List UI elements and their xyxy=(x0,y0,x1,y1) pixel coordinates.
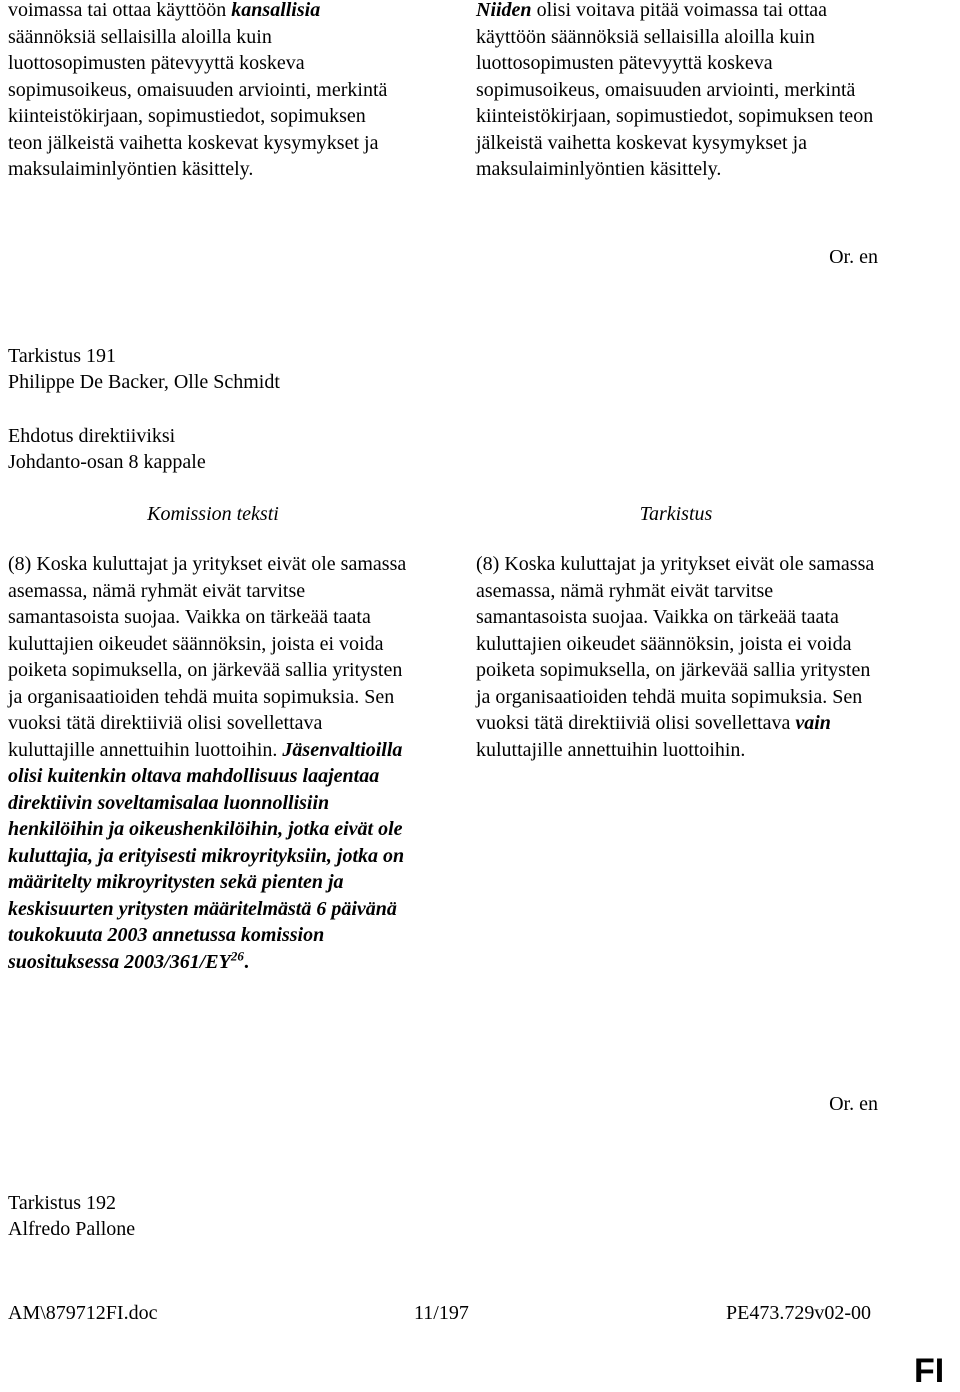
top-right-emphasis: Niiden xyxy=(476,0,532,21)
amendment-authors: Philippe De Backer, Olle Schmidt xyxy=(8,371,280,393)
original-language-label: Or. en xyxy=(829,246,878,268)
commission-text-deleted: Jäsenvaltioilla olisi kuitenkin oltava mahdollisuus laajentaa direktiivin soveltamisalaa luonnollisiin henkilöihin ja oikeushenkilöihin, jotka eivät ole kuluttajia, ja erityisesti mikroyrityksiin, jotka on määritelty mikroyritysten sekä pienten ja keskisuurten yritysten määritelmästä 6 päivänä toukokuuta 2003 annetussa komission suosituksessa 2003/361/EY xyxy=(8,738,405,973)
top-left-emphasis: kansallisia xyxy=(231,0,321,21)
proposal-part: Johdanto-osan 8 kappale xyxy=(8,451,206,473)
proposal-title: Ehdotus direktiiviksi xyxy=(8,425,176,447)
amendment-authors: Alfredo Pallone xyxy=(8,1218,136,1240)
commission-text-heading: Komission teksti xyxy=(147,503,279,525)
amendment-heading: Tarkistus xyxy=(639,503,713,525)
footer-reference: PE473.729v02-00 xyxy=(726,1302,871,1324)
commission-text-end: . xyxy=(243,950,249,973)
commission-text-plain: (8) Koska kuluttajat ja yritykset eivät ole samassa asemassa, nämä ryhmät eivät tarvitse samantasoista suojaa. Vaikka on tärkeää taata kuluttajien oikeudet säännöksin, joista ei voida poiketa sopimuksella, on järkevää sallia yritysten ja organisaatioiden tehdä muita sopimuksia. Sen vuoksi tätä direktiiviä olisi sovellettava kuluttajille annettuihin luottoihin. xyxy=(8,553,407,761)
amendment-text-a: (8) Koska kuluttajat ja yritykset eivät ole samassa asemassa, nämä ryhmät eivät tarvitse samantasoista suojaa. Vaikka on tärkeää taata kuluttajien oikeudet säännöksin, joista ei voida poiketa sopimuksella, on järkevää sallia yritysten ja organisaatioiden tehdä muita sopimuksia. Sen vuoksi tätä direktiiviä olisi sovellettava xyxy=(476,553,875,734)
amendment-text-body xyxy=(476,551,876,763)
footer-page-number: 11/197 xyxy=(414,1302,469,1324)
amendment-number: Tarkistus 192 xyxy=(8,1192,117,1214)
amendment-number: Tarkistus 191 xyxy=(8,345,117,367)
footer-document-id: AM\879712FI.doc xyxy=(8,1302,158,1324)
commission-text-body xyxy=(8,551,413,975)
top-right-text: olisi voitava pitää voimassa tai ottaa käyttöön säännöksiä sellaisilla aloilla kuin luottosopimusten pätevyyttä koskeva sopimusoikeus, omaisuuden arviointi, merkintä kiinteistökirjaan, sopimustiedot, sopimuksen teon jälkeistä vaihetta koskevat kysymykset ja maksulaiminlyöntien käsittely. xyxy=(476,0,874,180)
footnote-marker: 26 xyxy=(230,947,244,963)
amendment-text-added: vain xyxy=(795,712,831,734)
top-left-paragraph xyxy=(8,0,388,183)
original-language-label: Or. en xyxy=(829,1093,878,1115)
top-left-text-2: säännöksiä sellaisilla aloilla kuin luottosopimusten pätevyyttä koskeva sopimusoikeus, omaisuuden arviointi, merkintä kiinteistökirjaan, sopimustiedot, sopimuksen teon jälkeistä vaihetta koskevat kysymykset ja maksulaiminlyöntien käsittely. xyxy=(8,25,388,180)
top-right-paragraph xyxy=(476,0,876,183)
amendment-text-b: kuluttajille annettuihin luottoihin. xyxy=(476,738,746,761)
top-left-text-1: voimassa tai ottaa käyttöön xyxy=(8,0,232,21)
language-code: FI xyxy=(914,1352,945,1390)
